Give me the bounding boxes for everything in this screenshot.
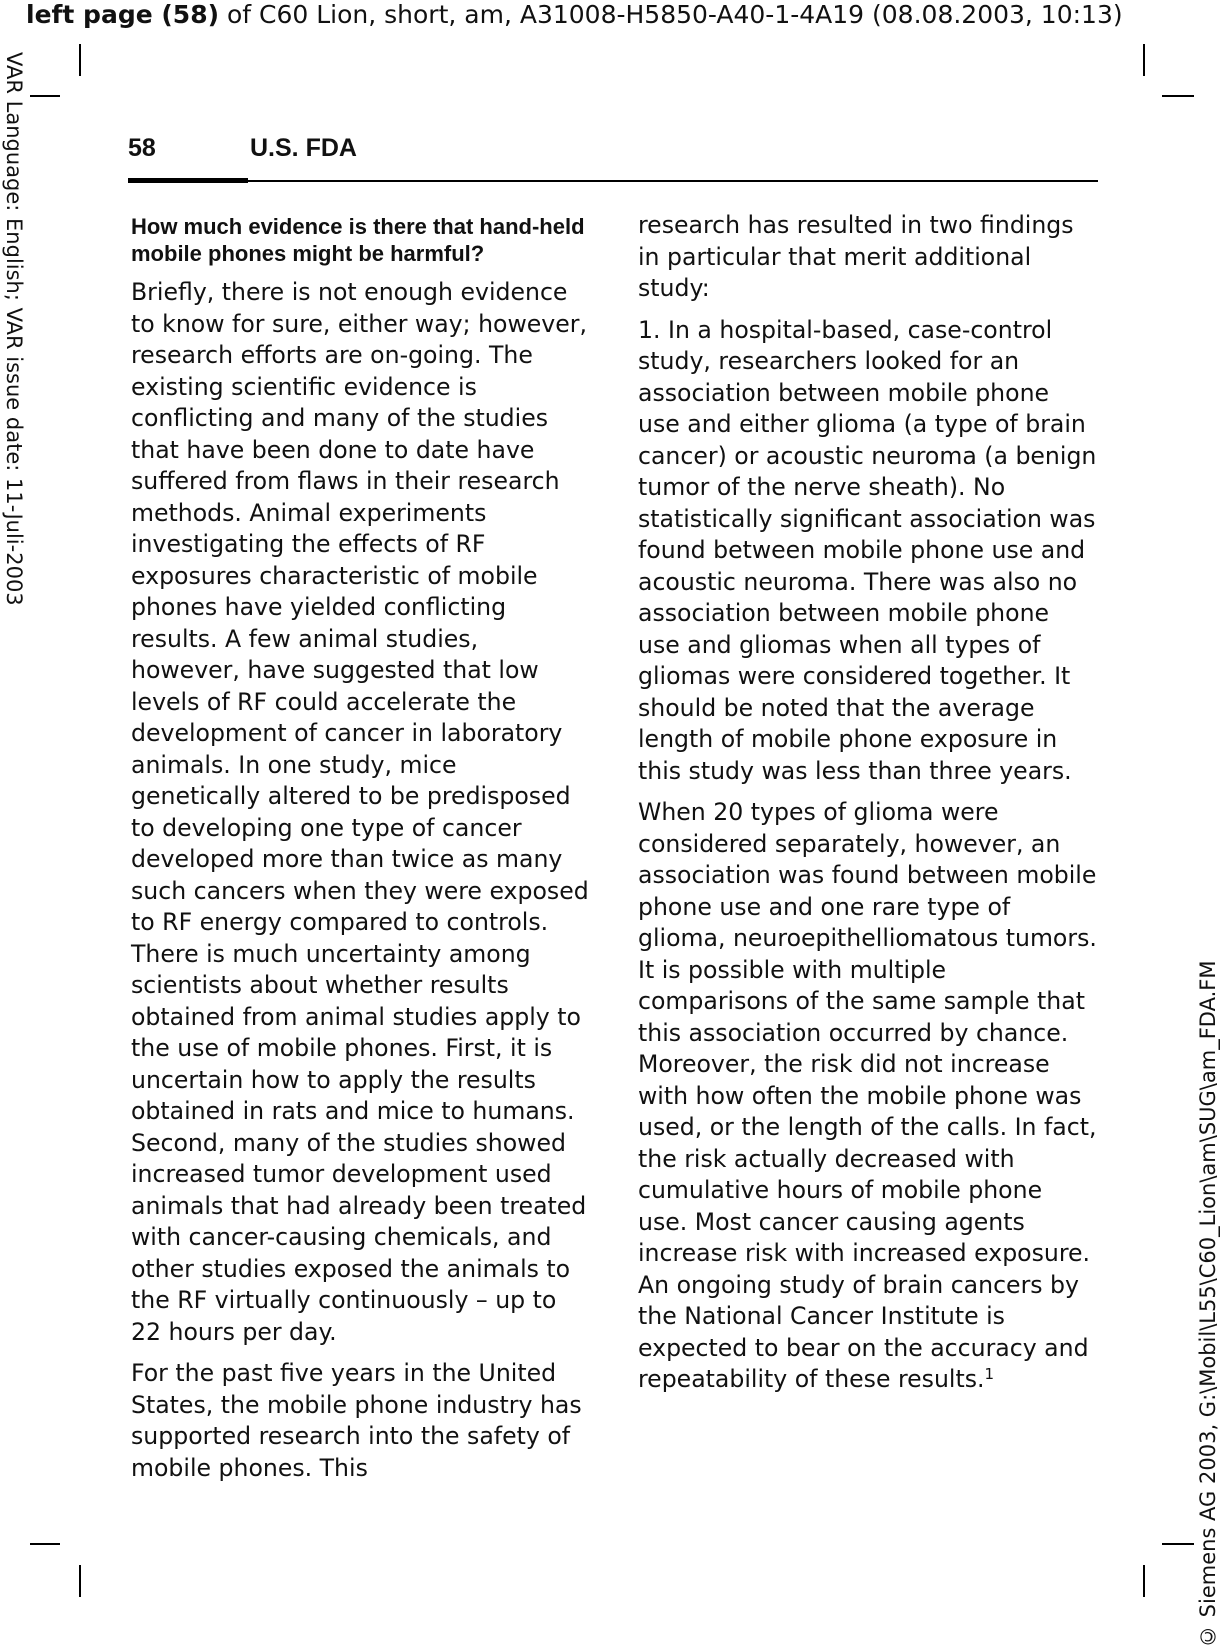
crop-mark xyxy=(30,95,60,97)
print-header-page: left page (58) xyxy=(26,0,220,29)
print-header xyxy=(26,0,1206,30)
crop-mark xyxy=(79,44,81,76)
body-paragraph: Briefly, there is not enough evidence to know for sure, either way; however, research efforts are on-going. The existing scientific evidence is conflicting and many of the studies that have been done to date have suffered from flaws in their research methods. Animal experiments investigating the effects of RF exposures characteristic of mobile phones have yielded conflicting results. A few animal studies, however, have suggested that low levels of RF could accelerate the development of cancer in laboratory animals. In one study, mice genetically altered to be predisposed to developing one type of cancer developed more than twice as many such cancers when they were exposed to RF energy compared to controls. There is much uncertainty among scientists about whether results obtained from animal studies apply to the use of mobile phones. First, it is uncertain how to apply the results obtained in rats and mice to humans. Second, many of the studies showed increased tumor development used animals that had already been treated with cancer-causing chemicals, and other studies exposed the animals to the RF virtually continuously – up to 22 hours per day. xyxy=(131,278,589,1346)
right-column xyxy=(638,210,1098,1406)
crop-mark xyxy=(1162,1543,1194,1545)
page-number: 58 xyxy=(128,134,156,162)
footnote-reference: 1 xyxy=(984,1365,995,1383)
side-note-copyright: © Siemens AG 2003, G:\Mobil\L55\C60_Lion\am\SUG\am_FDA.FM xyxy=(1196,960,1220,1648)
header-rule-accent xyxy=(128,178,248,183)
section-title: U.S. FDA xyxy=(250,134,357,162)
crop-mark xyxy=(79,1565,81,1597)
crop-mark xyxy=(30,1543,60,1545)
body-paragraph: 1. In a hospital-based, case-control study, researchers looked for an association between mobile phone use and either glioma (a type of brain cancer) or acoustic neuroma (a benign tumor of the nerve sheath). No statistically significant association was found between mobile phone use and acoustic neuroma. There was also no association between mobile phone use and gliomas when all types of gliomas were considered together. It should be noted that the average length of mobile phone exposure in this study was less than three years. xyxy=(638,315,1097,785)
side-note-language: VAR Language: English; VAR issue date: 11-Juli-2003 xyxy=(2,52,26,606)
print-header-details: of C60 Lion, short, am, A31008-H5850-A40-1-4A19 (08.08.2003, 10:13) xyxy=(219,0,1123,29)
crop-mark xyxy=(1162,95,1194,97)
body-paragraph: For the past five years in the United States, the mobile phone industry has supported research into the safety of mobile phones. This xyxy=(131,1359,582,1482)
paragraph-text: When 20 types of glioma were considered separately, however, an association was found between mobile phone use and one rare type of glioma, neuroepithelliomatous tumors. It is possible with multiple comparisons of the same sample that this association occurred by chance. Moreover, the risk did not increase with how often the mobile phone was used, or the length of the calls. In fact, the risk actually decreased with cumulative hours of mobile phone use. Most cancer causing agents increase risk with increased exposure. An ongoing study of brain cancers by the National Cancer Institute is expected to bear on the accuracy and repeatability of these results. xyxy=(638,798,1097,1393)
header-rule xyxy=(128,180,1098,182)
crop-mark xyxy=(1143,1565,1145,1597)
crop-mark xyxy=(1143,44,1145,76)
body-paragraph xyxy=(638,797,1098,1396)
question-heading: How much evidence is there that hand-held mobile phones might be harmful? xyxy=(131,214,585,266)
left-column xyxy=(131,210,593,1494)
body-paragraph: research has resulted in two findings in particular that merit additional study: xyxy=(638,211,1074,302)
